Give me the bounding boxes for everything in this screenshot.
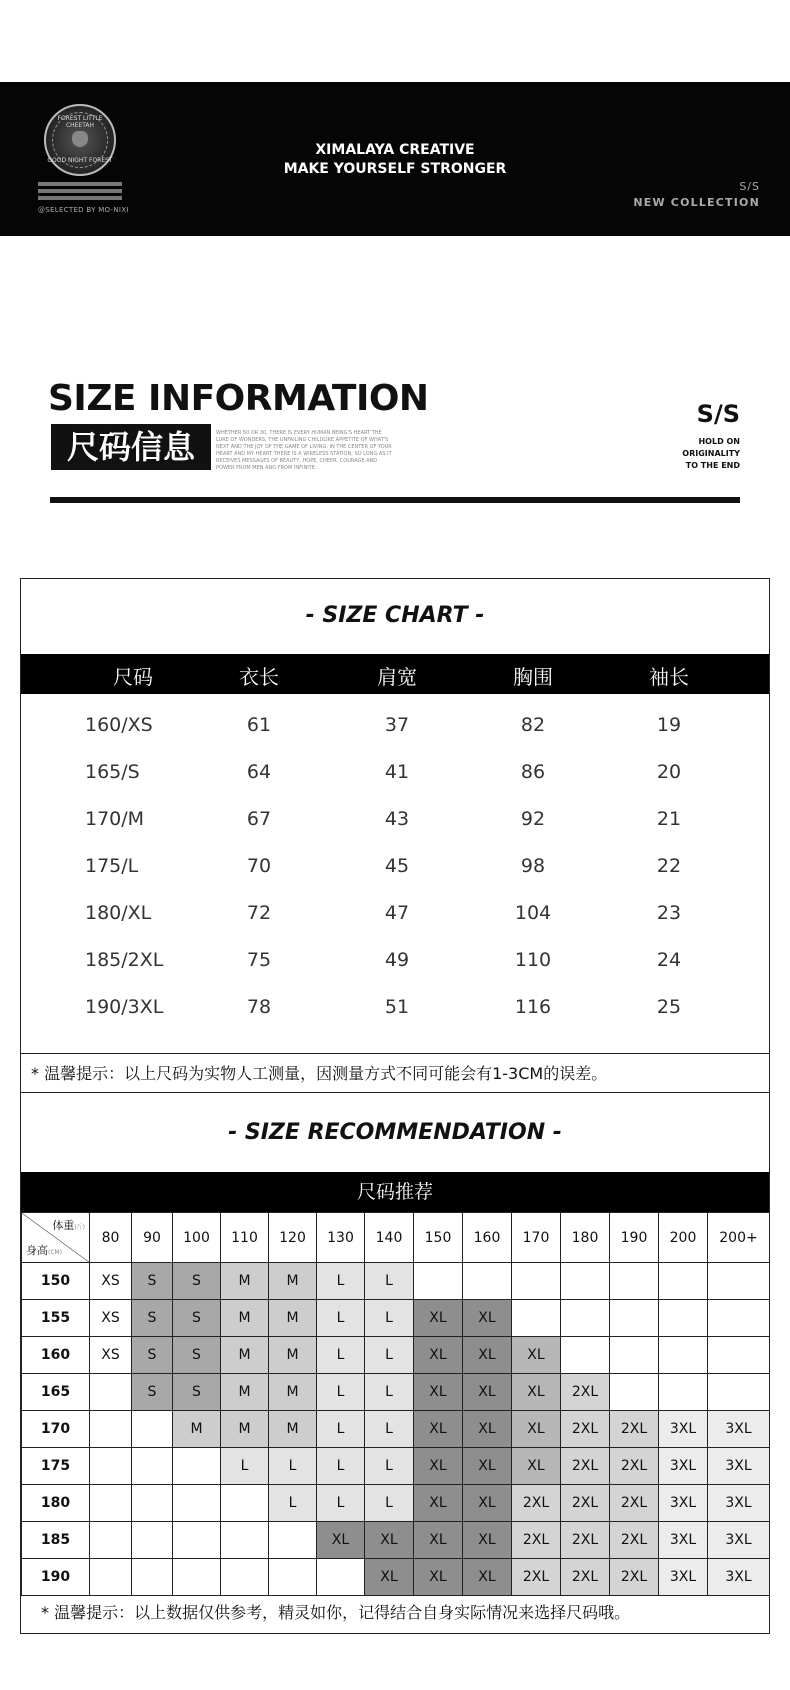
rec-size-cell bbox=[659, 1374, 708, 1411]
chart-header-sleeve: 袖长 bbox=[649, 665, 689, 689]
rec-size-cell bbox=[90, 1485, 132, 1522]
size-chart-row bbox=[21, 704, 769, 751]
size-chart-cell: 41 bbox=[384, 761, 410, 783]
size-info-cn-title: 尺码信息 bbox=[51, 424, 211, 470]
rec-size-cell bbox=[512, 1263, 561, 1300]
size-chart-cell: 23 bbox=[656, 902, 682, 924]
rec-size-cell: M bbox=[221, 1300, 269, 1337]
rec-size-cell bbox=[173, 1559, 221, 1596]
rec-size-cell bbox=[90, 1448, 132, 1485]
size-chart-cell: 180/XL bbox=[85, 902, 152, 924]
logo-bottom-text: GOOD NIGHT FOREST bbox=[47, 157, 113, 164]
rec-size-cell: M bbox=[269, 1300, 317, 1337]
rec-size-cell: XS bbox=[90, 1300, 132, 1337]
rec-size-cell: 3XL bbox=[659, 1485, 708, 1522]
rec-weight-row bbox=[22, 1213, 770, 1263]
rec-size-cell bbox=[414, 1263, 463, 1300]
size-chart-cell: 92 bbox=[520, 808, 546, 830]
rec-size-cell bbox=[708, 1337, 770, 1374]
rec-size-cell: L bbox=[365, 1300, 414, 1337]
rec-size-cell bbox=[132, 1522, 173, 1559]
rec-size-cell: S bbox=[173, 1374, 221, 1411]
chart-header-chest: 胸围 bbox=[513, 665, 553, 689]
size-info-season: S/S bbox=[696, 400, 740, 428]
logo-stripes bbox=[38, 182, 122, 203]
rec-size-cell: XL bbox=[463, 1337, 512, 1374]
banner-line-2: MAKE YOURSELF STRONGER bbox=[283, 161, 507, 177]
rec-size-cell: M bbox=[221, 1374, 269, 1411]
banner-season: S/S bbox=[739, 180, 760, 193]
rec-size-cell: 2XL bbox=[561, 1485, 610, 1522]
rec-size-cell: L bbox=[317, 1374, 365, 1411]
size-chart-cell: 24 bbox=[656, 949, 682, 971]
rec-size-cell: XL bbox=[414, 1522, 463, 1559]
size-rec-title: - SIZE RECOMMENDATION - bbox=[228, 1120, 562, 1145]
rec-size-cell bbox=[512, 1300, 561, 1337]
rec-size-cell: XL bbox=[463, 1485, 512, 1522]
size-chart-cell: 98 bbox=[520, 855, 546, 877]
rec-size-cell: L bbox=[365, 1263, 414, 1300]
size-chart-cell: 185/2XL bbox=[85, 949, 164, 971]
rec-size-cell: 2XL bbox=[561, 1411, 610, 1448]
size-chart-cell: 43 bbox=[384, 808, 410, 830]
size-chart-tip: * 温馨提示：以上尺码为实物人工测量，因测量方式不同可能会有1-3CM的误差。 bbox=[21, 1053, 769, 1093]
rec-weight-cell: 150 bbox=[414, 1213, 463, 1263]
rec-size-cell bbox=[659, 1300, 708, 1337]
rec-size-cell bbox=[659, 1337, 708, 1374]
hold-line-1: HOLD ON bbox=[698, 437, 740, 446]
hold-line-2: ORIGINALITY bbox=[682, 449, 740, 458]
rec-size-cell bbox=[173, 1485, 221, 1522]
rec-weight-cell: 130 bbox=[317, 1213, 365, 1263]
rec-size-cell: L bbox=[365, 1485, 414, 1522]
rec-size-cell: XL bbox=[463, 1448, 512, 1485]
rec-size-cell: 2XL bbox=[561, 1374, 610, 1411]
rec-row bbox=[22, 1337, 770, 1374]
rec-size-cell: 3XL bbox=[708, 1411, 770, 1448]
rec-weight-cell: 90 bbox=[132, 1213, 173, 1263]
rec-size-cell bbox=[561, 1300, 610, 1337]
size-chart-row bbox=[21, 986, 769, 1033]
rec-size-cell: XL bbox=[414, 1337, 463, 1374]
rec-size-cell: 2XL bbox=[610, 1485, 659, 1522]
size-chart-row bbox=[21, 845, 769, 892]
size-chart-row bbox=[21, 892, 769, 939]
rec-height-cell: 170 bbox=[22, 1411, 90, 1448]
rec-size-cell: L bbox=[317, 1411, 365, 1448]
rec-size-cell: 3XL bbox=[659, 1411, 708, 1448]
rec-size-cell bbox=[561, 1263, 610, 1300]
rec-size-cell: 3XL bbox=[659, 1522, 708, 1559]
rec-size-cell bbox=[221, 1522, 269, 1559]
size-chart-cell: 170/M bbox=[85, 808, 145, 830]
size-chart-cell: 21 bbox=[656, 808, 682, 830]
rec-size-cell: 2XL bbox=[610, 1522, 659, 1559]
rec-size-cell: S bbox=[132, 1337, 173, 1374]
rec-size-cell: 3XL bbox=[659, 1559, 708, 1596]
rec-weight-cell: 160 bbox=[463, 1213, 512, 1263]
rec-size-cell bbox=[90, 1411, 132, 1448]
rec-size-cell bbox=[173, 1522, 221, 1559]
size-chart-cell: 190/3XL bbox=[85, 996, 164, 1018]
hold-on-text bbox=[650, 436, 740, 472]
rec-size-cell: M bbox=[269, 1374, 317, 1411]
size-chart-cell: 25 bbox=[656, 996, 682, 1018]
rec-size-cell bbox=[561, 1337, 610, 1374]
rec-size-cell: L bbox=[365, 1337, 414, 1374]
rec-height-cell: 155 bbox=[22, 1300, 90, 1337]
rec-size-cell: XS bbox=[90, 1263, 132, 1300]
size-chart-cell: 72 bbox=[246, 902, 272, 924]
banner-collection: NEW COLLECTION bbox=[633, 196, 760, 209]
banner-line-1: XIMALAYA CREATIVE bbox=[315, 142, 475, 158]
rec-weight-cell: 100 bbox=[173, 1213, 221, 1263]
size-chart-row bbox=[21, 798, 769, 845]
selected-by-text: @SELECTED BY MO-NIXI bbox=[38, 206, 129, 214]
rec-weight-cell: 80 bbox=[90, 1213, 132, 1263]
size-chart-cell: 75 bbox=[246, 949, 272, 971]
rec-size-cell: L bbox=[221, 1448, 269, 1485]
rec-size-cell: XL bbox=[365, 1522, 414, 1559]
rec-size-cell: M bbox=[269, 1263, 317, 1300]
rec-size-cell: 3XL bbox=[708, 1448, 770, 1485]
corner-weight bbox=[52, 1217, 85, 1233]
size-chart-cell: 104 bbox=[514, 902, 552, 924]
rec-size-cell: S bbox=[132, 1263, 173, 1300]
rec-size-cell bbox=[610, 1374, 659, 1411]
size-rec-header: 尺码推荐 bbox=[21, 1172, 769, 1212]
rec-size-cell: L bbox=[317, 1485, 365, 1522]
corner-weight-label: 体重 bbox=[52, 1219, 75, 1232]
rec-size-cell: XL bbox=[414, 1448, 463, 1485]
rec-row bbox=[22, 1485, 770, 1522]
size-chart-cell: 175/L bbox=[85, 855, 139, 877]
rec-weight-cell: 200 bbox=[659, 1213, 708, 1263]
rec-height-cell: 150 bbox=[22, 1263, 90, 1300]
size-chart-cell: 70 bbox=[246, 855, 272, 877]
rec-row bbox=[22, 1374, 770, 1411]
size-chart-cell: 20 bbox=[656, 761, 682, 783]
size-info-fine-print: WHETHER 50 OR 30, THERE IS EVERY HUMAN BEING'S HEART THE LURE OF WONDERS, THE UNFAILING CHILDLIKE APPETITE OF WHAT'S NEXT AND THE JOY OF THE GAME OF LIVING. IN THE CENTER OF YOUR HEART AND MY HEART THERE IS A WIRELESS STATION; SO LONG AS IT RECEIVES MESSAGES OF BEAUTY, HOPE, CHEER, COURAGE AND POWER FROM MEN AND FROM INFINITE. bbox=[216, 430, 392, 471]
rec-size-cell bbox=[90, 1559, 132, 1596]
rec-size-cell: XL bbox=[463, 1559, 512, 1596]
rec-size-cell: L bbox=[317, 1448, 365, 1485]
size-chart-cell: 64 bbox=[246, 761, 272, 783]
size-chart-cell: 22 bbox=[656, 855, 682, 877]
rec-row bbox=[22, 1263, 770, 1300]
rec-size-cell: 2XL bbox=[512, 1559, 561, 1596]
rec-size-cell: XL bbox=[414, 1374, 463, 1411]
rec-size-cell: 2XL bbox=[561, 1559, 610, 1596]
rec-size-cell: L bbox=[269, 1448, 317, 1485]
rec-size-cell: S bbox=[132, 1374, 173, 1411]
rec-size-cell bbox=[659, 1263, 708, 1300]
rec-size-cell: S bbox=[173, 1337, 221, 1374]
size-chart-cell: 165/S bbox=[85, 761, 140, 783]
rec-size-cell bbox=[317, 1559, 365, 1596]
size-chart-cell: 45 bbox=[384, 855, 410, 877]
size-chart-row bbox=[21, 751, 769, 798]
rec-size-cell bbox=[269, 1522, 317, 1559]
size-chart-header bbox=[21, 654, 769, 694]
rec-size-cell bbox=[90, 1522, 132, 1559]
size-chart-cell: 51 bbox=[384, 996, 410, 1018]
rec-height-cell: 165 bbox=[22, 1374, 90, 1411]
rec-size-cell bbox=[132, 1559, 173, 1596]
rec-size-cell bbox=[132, 1485, 173, 1522]
rec-size-cell: XL bbox=[463, 1411, 512, 1448]
size-chart-cell: 82 bbox=[520, 714, 546, 736]
corner-height bbox=[26, 1242, 62, 1258]
rec-weight-cell: 190 bbox=[610, 1213, 659, 1263]
corner-height-unit: (CM) bbox=[48, 1249, 63, 1256]
rec-size-cell: L bbox=[269, 1485, 317, 1522]
logo-top-text: FOREST LITTLE CHEETAH bbox=[57, 115, 103, 129]
chart-header-length: 衣长 bbox=[239, 665, 279, 689]
rec-size-cell: L bbox=[317, 1300, 365, 1337]
rec-size-cell bbox=[90, 1374, 132, 1411]
size-chart-cell: 116 bbox=[514, 996, 552, 1018]
rec-size-cell: 2XL bbox=[610, 1448, 659, 1485]
rec-size-cell: M bbox=[221, 1411, 269, 1448]
size-chart-cell: 67 bbox=[246, 808, 272, 830]
size-chart-cell: 160/XS bbox=[85, 714, 153, 736]
rec-size-cell: XL bbox=[512, 1448, 561, 1485]
rec-size-cell: L bbox=[317, 1263, 365, 1300]
rec-size-cell: S bbox=[173, 1300, 221, 1337]
size-chart-cell: 19 bbox=[656, 714, 682, 736]
rec-size-cell: XL bbox=[512, 1374, 561, 1411]
rec-size-cell: 2XL bbox=[610, 1411, 659, 1448]
rec-size-cell: XL bbox=[512, 1337, 561, 1374]
rec-weight-cell: 110 bbox=[221, 1213, 269, 1263]
chart-header-shoulder: 肩宽 bbox=[377, 665, 417, 689]
rec-size-cell: S bbox=[132, 1300, 173, 1337]
size-box bbox=[20, 578, 770, 1634]
rec-size-cell bbox=[269, 1559, 317, 1596]
rec-size-cell: XL bbox=[414, 1559, 463, 1596]
hold-line-3: TO THE END bbox=[685, 461, 740, 470]
rec-weight-cell: 180 bbox=[561, 1213, 610, 1263]
divider-rule bbox=[50, 497, 740, 503]
rec-size-cell bbox=[610, 1337, 659, 1374]
rec-weight-cell: 170 bbox=[512, 1213, 561, 1263]
size-chart-cell: 78 bbox=[246, 996, 272, 1018]
rec-size-cell: L bbox=[365, 1448, 414, 1485]
rec-size-cell: 2XL bbox=[561, 1522, 610, 1559]
rec-size-cell bbox=[708, 1374, 770, 1411]
rec-row bbox=[22, 1559, 770, 1596]
rec-size-cell: M bbox=[221, 1263, 269, 1300]
rec-size-cell bbox=[463, 1263, 512, 1300]
rec-size-cell: 3XL bbox=[659, 1448, 708, 1485]
size-chart-title: - SIZE CHART - bbox=[305, 603, 485, 628]
rec-size-cell: 2XL bbox=[512, 1522, 561, 1559]
rec-size-cell: M bbox=[173, 1411, 221, 1448]
rec-row bbox=[22, 1300, 770, 1337]
rec-size-cell: XL bbox=[365, 1559, 414, 1596]
rec-size-cell: XL bbox=[414, 1485, 463, 1522]
rec-size-cell: 3XL bbox=[708, 1522, 770, 1559]
rec-size-cell: XL bbox=[463, 1300, 512, 1337]
size-chart-cell: 61 bbox=[246, 714, 272, 736]
rec-size-cell bbox=[221, 1559, 269, 1596]
rec-size-cell bbox=[221, 1485, 269, 1522]
rec-size-cell: 2XL bbox=[512, 1485, 561, 1522]
rec-size-cell: 2XL bbox=[610, 1559, 659, 1596]
rec-row bbox=[22, 1522, 770, 1559]
rec-row bbox=[22, 1411, 770, 1448]
rec-size-cell bbox=[132, 1411, 173, 1448]
rec-size-cell bbox=[610, 1263, 659, 1300]
rec-size-cell: 2XL bbox=[561, 1448, 610, 1485]
rec-weight-cell: 200+ bbox=[708, 1213, 770, 1263]
rec-size-cell bbox=[708, 1300, 770, 1337]
size-rec-table bbox=[21, 1212, 770, 1596]
rec-size-cell: XL bbox=[512, 1411, 561, 1448]
rec-size-cell: M bbox=[269, 1337, 317, 1374]
size-rec-tip: * 温馨提示：以上数据仅供参考，精灵如你，记得结合自身实际情况来选择尺码哦。 bbox=[41, 1603, 631, 1622]
rec-size-cell: XS bbox=[90, 1337, 132, 1374]
rec-weight-cell: 140 bbox=[365, 1213, 414, 1263]
rec-size-cell: XL bbox=[414, 1411, 463, 1448]
size-chart-cell: 86 bbox=[520, 761, 546, 783]
rec-height-cell: 175 bbox=[22, 1448, 90, 1485]
rec-size-cell: M bbox=[269, 1411, 317, 1448]
rec-height-cell: 190 bbox=[22, 1559, 90, 1596]
rec-height-cell: 180 bbox=[22, 1485, 90, 1522]
rec-height-cell: 185 bbox=[22, 1522, 90, 1559]
rec-size-cell: M bbox=[221, 1337, 269, 1374]
corner-height-label: 身高 bbox=[26, 1244, 48, 1257]
size-chart-cell: 47 bbox=[384, 902, 410, 924]
rec-size-cell: L bbox=[365, 1374, 414, 1411]
rec-weight-cell: 120 bbox=[269, 1213, 317, 1263]
rec-corner-cell bbox=[22, 1213, 90, 1263]
rec-size-cell: XL bbox=[317, 1522, 365, 1559]
rec-size-cell bbox=[132, 1448, 173, 1485]
rec-size-cell: 3XL bbox=[708, 1559, 770, 1596]
size-chart-cell: 49 bbox=[384, 949, 410, 971]
rec-height-cell: 160 bbox=[22, 1337, 90, 1374]
size-chart-cell: 37 bbox=[384, 714, 410, 736]
rec-size-cell: L bbox=[365, 1411, 414, 1448]
rec-size-cell: XL bbox=[463, 1522, 512, 1559]
size-chart-row bbox=[21, 939, 769, 986]
rec-size-cell: XL bbox=[414, 1300, 463, 1337]
rec-size-cell bbox=[610, 1300, 659, 1337]
chart-header-size: 尺码 bbox=[113, 665, 153, 689]
rec-size-cell bbox=[173, 1448, 221, 1485]
size-chart-cell: 110 bbox=[514, 949, 552, 971]
corner-weight-unit: (斤) bbox=[74, 1224, 85, 1231]
rec-size-cell: L bbox=[317, 1337, 365, 1374]
size-info-title: SIZE INFORMATION bbox=[48, 378, 429, 419]
rec-size-cell: 3XL bbox=[708, 1485, 770, 1522]
rec-size-cell bbox=[708, 1263, 770, 1300]
rec-size-cell: S bbox=[173, 1263, 221, 1300]
rec-size-cell: XL bbox=[463, 1374, 512, 1411]
top-banner bbox=[0, 82, 790, 236]
rec-row bbox=[22, 1448, 770, 1485]
